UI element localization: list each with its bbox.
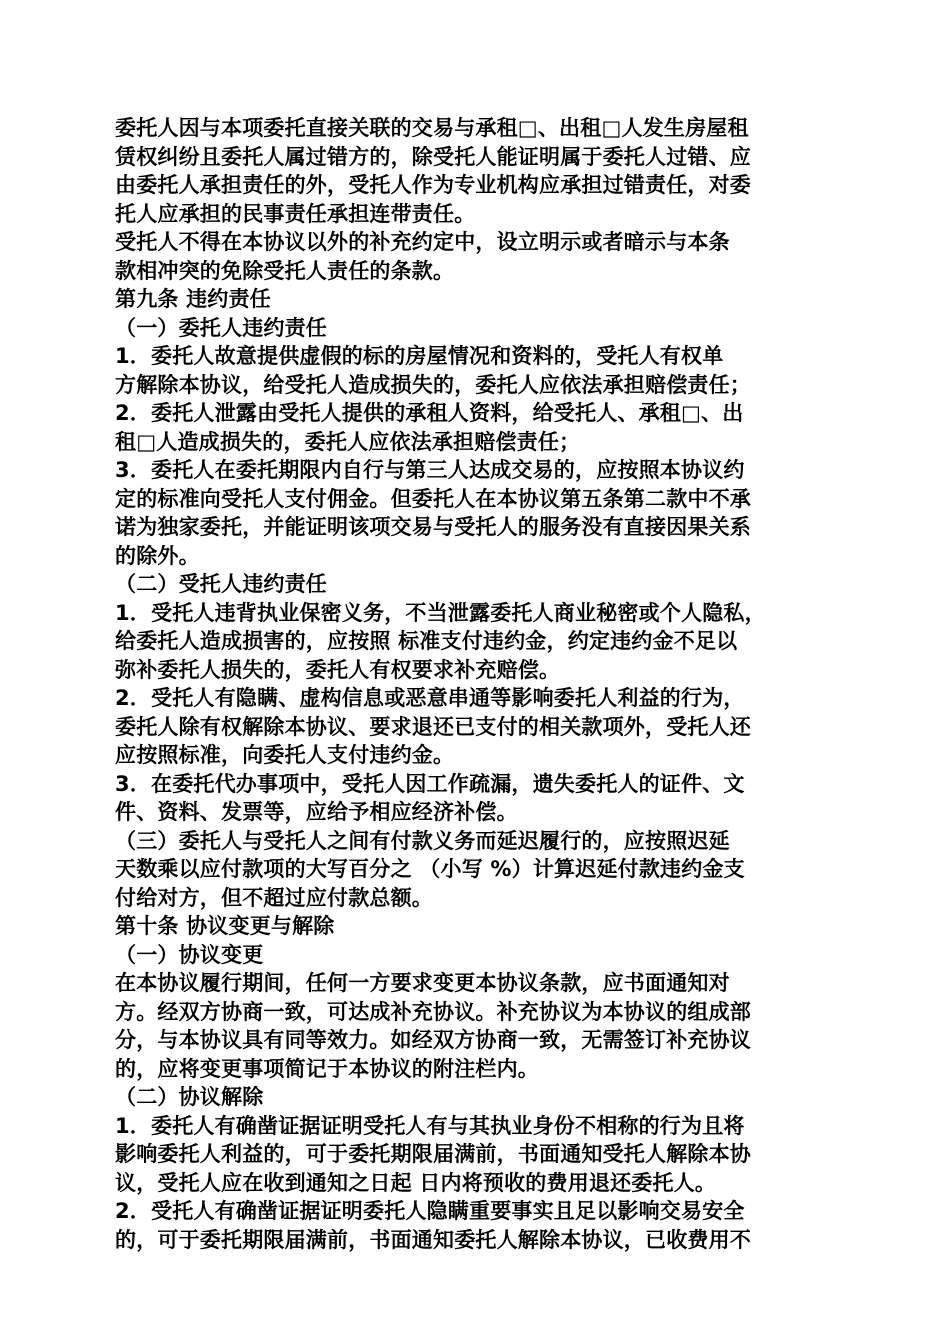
section-heading: （二）协议解除	[115, 1085, 264, 1109]
text-line: 由委托人承担责任的外，受托人作为专业机构应承担过错责任，对委	[115, 173, 751, 197]
text-line: 在本协议履行期间，任何一方要求变更本协议条款，应书面通知对	[115, 971, 730, 995]
text-line: 的，可于委托期限届满前，书面通知委托人解除本协议，已收费用不	[115, 1227, 751, 1252]
text-line: 3．委托人在委托期限内自行与第三人达成交易的，应按照本协议约	[115, 458, 745, 482]
text-line: 委托人除有权解除本协议、要求退还已支付的相关款项外，受托人还	[115, 714, 751, 739]
article-ten-heading: 第十条 协议变更与解除	[115, 914, 335, 938]
text-line: 的，应将变更事项简记于本协议的附注栏内。	[115, 1056, 539, 1081]
text-line: 分，与本协议具有同等效力。如经双方协商一致，无需签订补充协议	[115, 1028, 751, 1052]
text-line: 定的标准向受托人支付佣金。但委托人在本协议第五条第二款中不承	[115, 486, 751, 511]
text-line: 1．委托人有确凿证据证明受托人有与其执业身份不相称的行为且将	[115, 1113, 745, 1138]
text-line: 3．在委托代办事项中，受托人因工作疏漏，遗失委托人的证件、文	[115, 771, 745, 796]
text-line: 2．委托人泄露由受托人提供的承租人资料，给受托人、承租□、出	[115, 401, 744, 425]
section-heading: （一）委托人违约责任	[115, 315, 327, 340]
text-line: 件、资料、发票等，应给予相应经济补偿。	[115, 800, 518, 824]
text-line: 方。经双方协商一致，可达成补充协议。补充协议为本协议的组成部	[115, 999, 751, 1024]
text-line: 影响委托人利益的，可于委托期限届满前，书面通知受托人解除本协	[115, 1142, 751, 1166]
article-nine-heading: 第九条 违约责任	[115, 287, 271, 311]
text-line: 议，受托人应在收到通知之日起 日内将预收的费用退还委托人。	[115, 1170, 717, 1195]
text-line: 付给对方，但不超过应付款总额。	[115, 885, 433, 910]
text-line: 租□人造成损失的，委托人应依法承担赔偿责任；	[115, 429, 581, 454]
text-line: 天数乘以应付款项的大写百分之 （小写 %）计算迟延付款违约金支	[115, 857, 745, 881]
document-body	[115, 114, 845, 1254]
text-line: 受托人不得在本协议以外的补充约定中，设立明示或者暗示与本条	[115, 230, 730, 254]
text-line: （三）委托人与受托人之间有付款义务而延迟履行的，应按照迟延	[115, 828, 730, 853]
text-line: 1．委托人故意提供虚假的标的房屋情况和资料的，受托人有权单	[115, 344, 724, 368]
text-line: 弥补委托人损失的，委托人有权要求补充赔偿。	[115, 657, 561, 682]
section-heading: （一）协议变更	[115, 942, 264, 967]
section-heading: （二）受托人违约责任	[115, 572, 327, 596]
text-line: 的除外。	[115, 543, 200, 568]
text-line: 2．受托人有隐瞒、虚构信息或恶意串通等影响委托人利益的行为，	[115, 686, 745, 710]
text-line: 赁权纠纷且委托人属过错方的，除受托人能证明属于委托人过错、应	[115, 144, 751, 169]
text-line: 委托人因与本项委托直接关联的交易与承租□、出租□人发生房屋租	[115, 116, 749, 140]
text-line: 托人应承担的民事责任承担连带责任。	[115, 201, 476, 226]
text-line: 给委托人造成损害的，应按照 标准支付违约金，约定违约金不足以	[115, 629, 738, 653]
text-line: 2．受托人有确凿证据证明委托人隐瞒重要事实且足以影响交易安全	[115, 1199, 745, 1223]
text-line: 应按照标准，向委托人支付违约金。	[115, 743, 455, 767]
text-line: 款相冲突的免除受托人责任的条款。	[115, 258, 455, 283]
text-line: 诺为独家委托，并能证明该项交易与受托人的服务没有直接因果关系	[115, 515, 751, 539]
text-line: 1．受托人违背执业保密义务，不当泄露委托人商业秘密或个人隐私，	[115, 600, 766, 625]
text-line: 方解除本协议，给受托人造成损失的，委托人应依法承担赔偿责任；	[115, 372, 751, 397]
